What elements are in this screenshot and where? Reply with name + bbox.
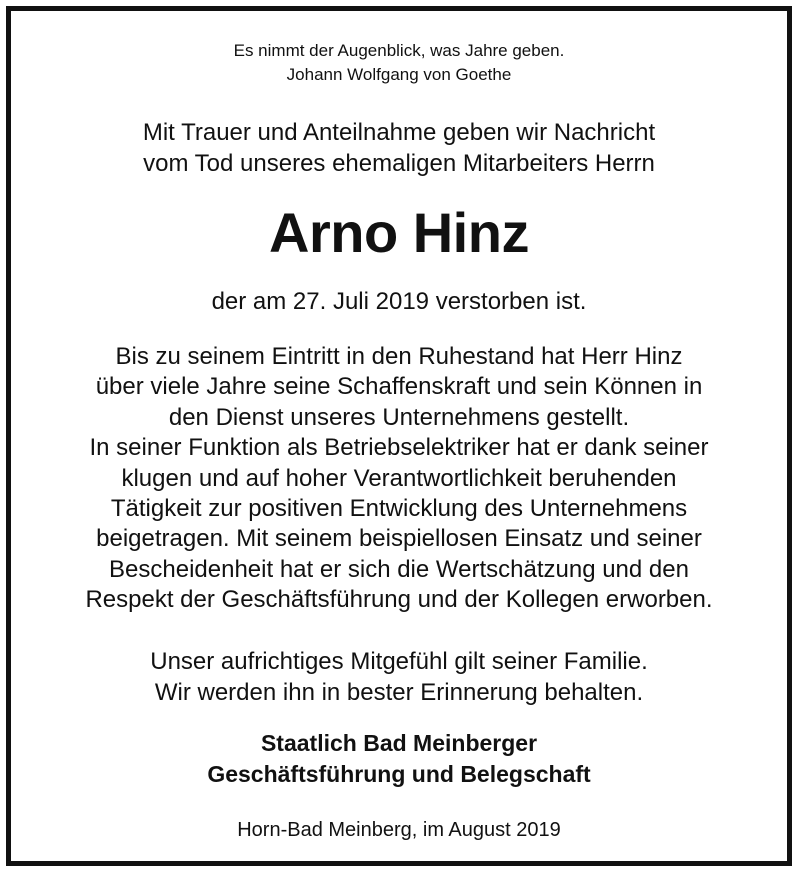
intro-paragraph (11, 117, 787, 179)
intro-line: Mit Trauer und Anteilnahme geben wir Nachricht (142, 119, 656, 146)
sender-block (11, 728, 787, 790)
obituary-notice (11, 11, 787, 861)
goethe-quote (11, 39, 787, 87)
tribute-paragraph (11, 342, 787, 616)
sender-company: Staatlich Bad Meinberger (260, 730, 538, 756)
condolence-line: Wir werden ihn in bester Erinnerung behalten. (154, 679, 644, 706)
tribute-line: Tätigkeit zur positiven Entwicklung des Unternehmens (110, 495, 688, 523)
quote-text: Es nimmt der Augenblick, was Jahre geben. (233, 41, 565, 60)
condolence-line: Unser aufrichtiges Mitgefühl gilt seiner Familie. (150, 648, 648, 675)
tribute-line: den Dienst unseres Unternehmens gestellt. (168, 403, 630, 431)
condolence-paragraph (11, 646, 787, 708)
tribute-line: Bescheidenheit hat er sich die Wertschätzung und den (109, 555, 689, 583)
tribute-line: Respekt der Geschäftsführung und der Kollegen erworben. (85, 586, 713, 614)
notice-border (6, 6, 792, 866)
tribute-line: beigetragen. Mit seinem beispiellosen Einsatz und seiner (96, 525, 702, 553)
deceased-name: Arno Hinz (269, 201, 529, 264)
tribute-line: klugen und auf hoher Verantwortlichkeit beruhenden (121, 464, 677, 492)
sender-group: Geschäftsführung und Belegschaft (207, 761, 591, 787)
place-and-date: Horn-Bad Meinberg, im August 2019 (237, 819, 561, 841)
tribute-line: In seiner Funktion als Betriebselektriker hat er dank seiner (89, 434, 709, 462)
tribute-line: Bis zu seinem Eintritt in den Ruhestand hat Herr Hinz (115, 343, 683, 370)
tribute-line: über viele Jahre seine Schaffenskraft und sein Können in (95, 373, 703, 401)
death-date-line: der am 27. Juli 2019 verstorben ist. (211, 288, 587, 315)
quote-author: Johann Wolfgang von Goethe (286, 65, 512, 84)
intro-line: vom Tod unseres ehemaligen Mitarbeiters Herrn (143, 150, 655, 177)
